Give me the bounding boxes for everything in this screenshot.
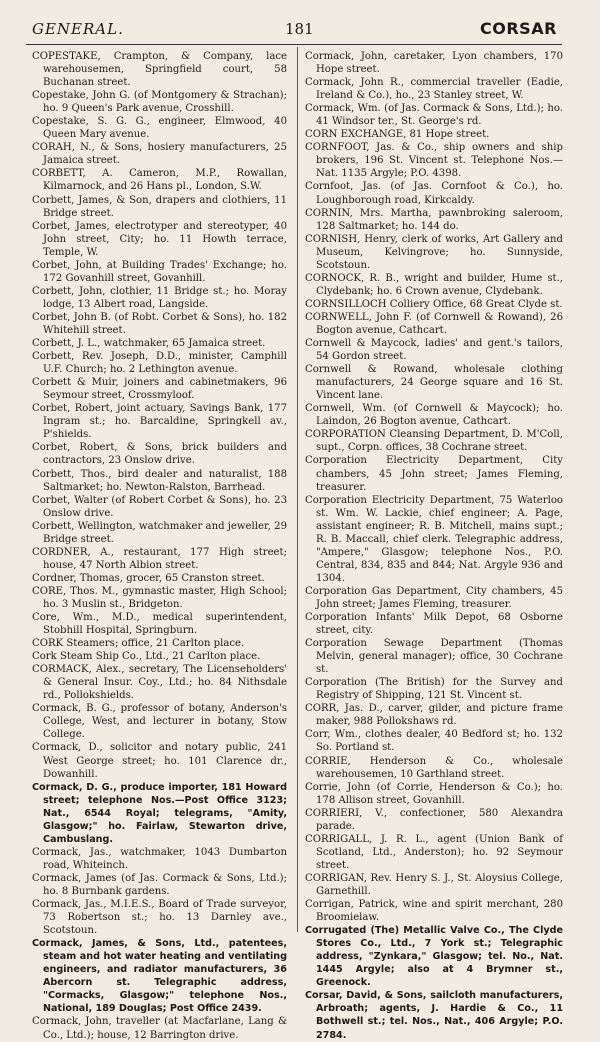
directory-entry: Corbett, James, & Son, drapers and clothiers, 11 Bridge street. (32, 194, 287, 219)
directory-entry: Corporation (The British) for the Survey and Registry of Shipping, 121 St. Vincent st. (305, 677, 563, 702)
section-title: GENERAL. (32, 20, 124, 38)
directory-entry: Corporation Electricity Department, City chambers, 45 John street; James Fleming, treasurer. (305, 455, 563, 493)
directory-entry: Corbet, James, electrotyper and stereotyper, 40 John street, City; ho. 11 Howth terrace, Temple, W. (32, 220, 287, 258)
directory-entry: Cormack, D., solicitor and notary public, 241 West George street; ho. 101 Clarence dr., Dowanhill. (32, 742, 287, 780)
directory-entry: CORPORATION Cleansing Department, D. M'Coll, supt., Corpn. offices, 38 Cochrane street. (305, 429, 563, 454)
directory-entry: Corsar, David, & Sons, sailcloth manufacturers, Arbroath; agents, J. Hardie & Co., 11 Bothwell st.; tel. Nos., Nat., 406 Argyle; P.O. 2784. (305, 990, 563, 1041)
right-column (305, 50, 563, 1042)
directory-entry: Cormack, D. G., produce importer, 181 Howard street; telephone Nos.—Post Office 3123; Nat., 6544 Royal; telegrams, "Amity, Glasgow;" ho. Fairlaw, Stewarton drive, Cambuslang. (32, 781, 287, 845)
directory-entry: Cormack, Jas., watchmaker, 1043 Dumbarton road, Whiteinch. (32, 846, 287, 871)
directory-entry: CORR, Jas. D., carver, gilder, and picture frame maker, 988 Pollokshaws rd. (305, 703, 563, 728)
directory-entry: CORNWELL, John F. (of Cornwell & Rowand), 26 Bogton avenue, Cathcart. (305, 311, 563, 336)
directory-entry: Corbett, Wellington, watchmaker and jeweller, 29 Bridge street. (32, 520, 287, 545)
header-rule (26, 44, 562, 45)
directory-entry: CORMACK, Alex., secretary, The Licenseholders' & General Insur. Coy., Ltd.; ho. 84 Nithsdale rd., Pollokshields. (32, 664, 287, 702)
directory-entry: Corbet, John B. (of Robt. Corbet & Sons), ho. 182 Whitehill street. (32, 311, 287, 336)
directory-entry: Corporation Infants' Milk Depot, 68 Osborne street, city. (305, 612, 563, 637)
directory-entry: CORBETT, A. Cameron, M.P., Rowallan, Kilmarnock, and 26 Hans pl., London, S.W. (32, 168, 287, 193)
directory-entry: Copestake, John G. (of Montgomery & Strachan); ho. 9 Queen's Park avenue, Crosshill. (32, 90, 287, 115)
directory-entry: Core, Wm., M.D., medical superintendent, Stobhill Hospital, Springburn. (32, 612, 287, 637)
directory-entry: Corbett, John, clothier, 11 Bridge st.; ho. Moray lodge, 13 Albert road, Langside. (32, 285, 287, 310)
directory-entry: Corbet, Robert, joint actuary, Savings Bank, 177 Ingram st.; ho. Barcaldine, Springkell av., P'shields. (32, 403, 287, 441)
directory-entry: Cormack, Jas., M.I.E.S., Board of Trade surveyor, 73 Robertson st.; ho. 13 Darnley ave., Scotstoun. (32, 899, 287, 937)
directory-entry: Corbet, Robert, & Sons, brick builders and contractors, 23 Onslow drive. (32, 442, 287, 467)
directory-entry: CORE, Thos. M., gymnastic master, High School; ho. 3 Muslin st., Bridgeton. (32, 585, 287, 610)
directory-entry: Cornwell, Wm. (of Cornwell & Maycock); ho. Laindon, 26 Bogton avenue, Cathcart. (305, 403, 563, 428)
directory-entry: Cornwell & Maycock, ladies' and gent.'s tailors, 54 Gordon street. (305, 338, 563, 363)
directory-entry: Cormack, James (of Jas. Cormack & Sons, Ltd.); ho. 8 Burnbank gardens. (32, 872, 287, 897)
directory-entry: CORAH, N., & Sons, hosiery manufacturers, 25 Jamaica street. (32, 142, 287, 167)
directory-entry: CORRIE, Henderson & Co., wholesale warehousemen, 10 Garthland street. (305, 755, 563, 780)
directory-entry: Cormack, Wm. (of Jas. Cormack & Sons, Ltd.); ho. 41 Windsor ter., St. George's rd. (305, 103, 563, 128)
page-header (0, 0, 600, 46)
directory-entry: CORNISH, Henry, clerk of works, Art Gallery and Museum, Kelvingrove; ho. Sunnyside, Scotstoun. (305, 233, 563, 271)
directory-entry: CORRIGAN, Rev. Henry S. J., St. Aloysius College, Garnethill. (305, 872, 563, 897)
directory-entry: Cork Steam Ship Co., Ltd., 21 Carlton place. (32, 651, 261, 663)
directory-entry: Corrie, John (of Corrie, Henderson & Co.); ho. 178 Allison street, Govanhill. (305, 781, 563, 806)
directory-entry: CORRIGALL, J. R. L., agent (Union Bank of Scotland, Ltd., Anderston); ho. 92 Seymour street. (305, 833, 563, 871)
directory-entry: Corbett, J. L., watchmaker, 65 Jamaica street. (32, 338, 266, 350)
page-number: 181 (285, 20, 314, 38)
directory-entry: Corbett, Thos., bird dealer and naturalist, 188 Saltmarket; ho. Newton-Ralston, Barrhead. (32, 468, 287, 493)
directory-entry: Cormack, John R., commercial traveller (Eadie, Ireland & Co.), ho., 23 Stanley street, W. (305, 77, 563, 102)
directory-entry: CORRIERI, V., confectioner, 580 Alexandra parade. (305, 807, 563, 832)
directory-entry: Corporation Sewage Department (Thomas Melvin, general manager); office, 30 Cochrane st. (305, 638, 563, 676)
directory-entry: CORNSILLOCH Colliery Office, 68 Great Clyde st. (305, 298, 563, 310)
directory-entry: COPESTAKE, Crampton, & Company, lace warehousemen, Springfield court, 58 Buchanan street. (32, 51, 287, 89)
directory-entry: Cormack, B. G., professor of botany, Anderson's College, West, and lecturer in botany, Stow College. (32, 703, 287, 741)
directory-entry: Cormack, John, caretaker, Lyon chambers, 170 Hope street. (305, 51, 563, 76)
directory-entry: CORN EXCHANGE, 81 Hope street. (305, 129, 490, 141)
directory-entry: Cormack, John, traveller (at Macfarlane, Lang & Co., Ltd.); house, 12 Barrington drive. (32, 1016, 287, 1041)
directory-entry: Cordner, Thomas, grocer, 65 Cranston street. (32, 572, 265, 584)
directory-entry: Cornwell & Rowand, wholesale clothing manufacturers, 24 George square and 16 St. Vincent lane. (305, 364, 563, 402)
column-divider (297, 47, 298, 932)
directory-entry: Cornfoot, Jas. (of Jas. Cornfoot & Co.), ho. Loughborough road, Kirkcaldy. (305, 181, 563, 206)
directory-entry: CORNIN, Mrs. Martha, pawnbroking saleroom, 128 Saltmarket; ho. 144 do. (305, 207, 563, 232)
directory-entry: CORDNER, A., restaurant, 177 High street; house, 47 North Albion street. (32, 546, 287, 571)
directory-entry: Copestake, S. G. G., engineer, Elmwood, 40 Queen Mary avenue. (32, 116, 287, 141)
directory-entry: Corporation Gas Department, City chambers, 45 John street; James Fleming, treasurer. (305, 585, 563, 610)
directory-entry: Cormack, James, & Sons, Ltd., patentees, steam and hot water heating and ventilating engineers, and radiator manufacturers, 36 Abercorn st. Telegraphic address, "Cormacks, Glasgow;" telephone Nos., National, 189 Douglas; Post Office 2439. (32, 938, 287, 1015)
left-column (32, 50, 287, 1042)
directory-entry: CORNFOOT, Jas. & Co., ship owners and ship brokers, 196 St. Vincent st. Telephone Nos.—Nat. 1135 Argyle; P.O. 4398. (305, 142, 563, 180)
directory-entry: Corbet, Walter (of Robert Corbet & Sons), ho. 23 Onslow drive. (32, 494, 287, 519)
running-head: CORSAR (480, 19, 557, 38)
directory-entry: Corbett & Muir, joiners and cabinetmakers, 96 Seymour street, Crossmyloof. (32, 377, 287, 402)
directory-entry: CORNOCK, R. B., wright and builder, Hume st., Clydebank; ho. 6 Crown avenue, Clydebank. (305, 272, 563, 297)
directory-entry: Corbet, John, at Building Trades' Exchange; ho. 172 Govanhill street, Govanhill. (32, 259, 287, 284)
directory-entry: Corrigan, Patrick, wine and spirit merchant, 280 Broomielaw. (305, 899, 563, 924)
directory-entry: Corrugated (The) Metallic Valve Co., The Clyde Stores Co., Ltd., 7 York st.; Telegraphic address, "Zynkara," Glasgow; tel. No., Nat. 1445 Argyle; also at 4 Brymner st., Greenock. (305, 925, 563, 989)
directory-entry: CORK Steamers; office, 21 Carlton place. (32, 638, 245, 650)
directory-entry: Corr, Wm., clothes dealer, 40 Bedford st; ho. 132 So. Portland st. (305, 729, 563, 754)
directory-entry: Corbett, Rev. Joseph, D.D., minister, Camphill U.F. Church; ho. 2 Lethington avenue. (32, 351, 287, 376)
directory-entry: Corporation Electricity Department, 75 Waterloo st. Wm. W. Lackie, chief engineer; A. Page, assistant engineer; R. B. Mitchell, mains supt.; R. B. Maccall, chief clerk. Telegraphic address, "Ampere," Glasgow; telephone Nos., P.O. Central, 834, 835 and 844; Nat. Argyle 936 and 1304. (305, 494, 563, 584)
